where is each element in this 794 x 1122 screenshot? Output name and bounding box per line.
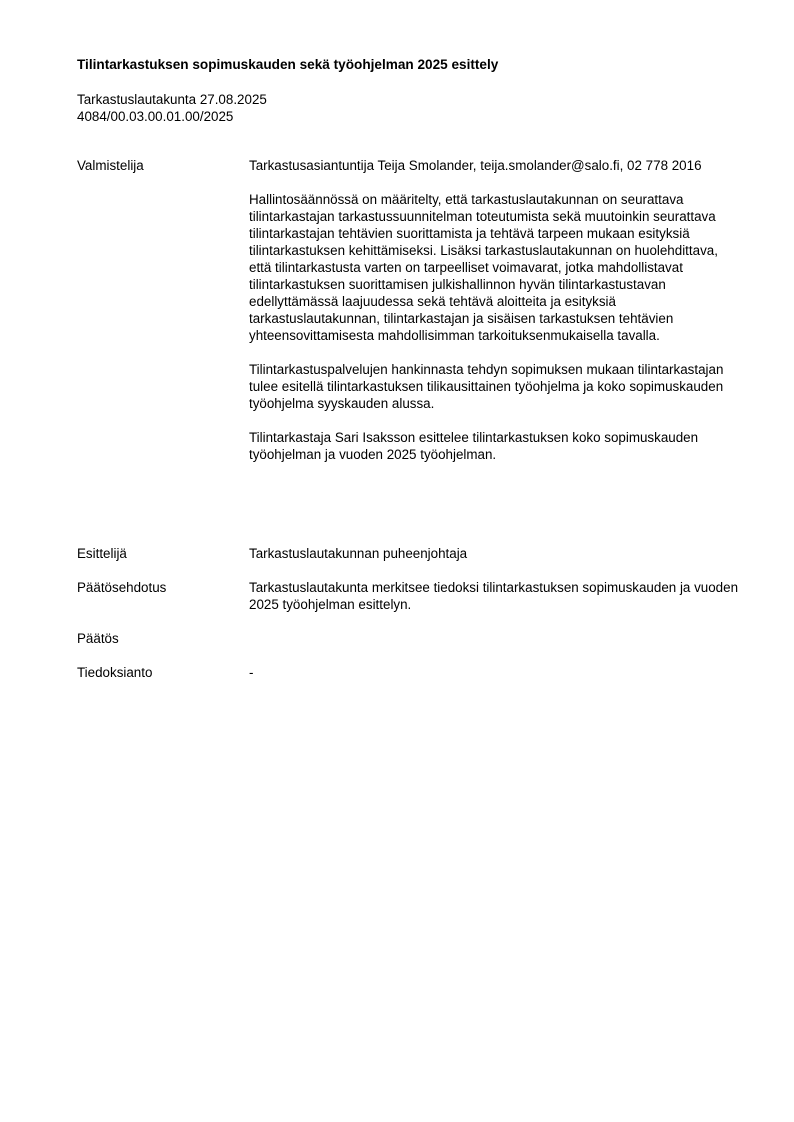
paatosehdotus-value: Tarkastuslautakunta merkitsee tiedoksi tilintarkastuksen sopimuskauden ja vuoden 2025 työohjelman esittelyn. [249, 580, 739, 612]
valmistelija-content [249, 157, 741, 463]
paatosehdotus-label: Päätösehdotus [77, 580, 167, 595]
document-title: Tilintarkastuksen sopimuskauden sekä työohjelman 2025 esittely [77, 57, 499, 72]
valmistelija-paragraph-2: Tilintarkastuspalvelujen hankinnasta tehdyn sopimuksen mukaan tilintarkastajan tulee esitellä tilintarkastuksen tilikausittainen työohjelma ja koko sopimuskauden työohjelma syyskauden alussa. [249, 362, 724, 411]
document-meta [77, 91, 267, 125]
record-id: 4084/00.03.00.01.00/2025 [77, 109, 234, 124]
esittelija-value: Tarkastuslautakunnan puheenjohtaja [249, 546, 468, 561]
esittelija-label: Esittelijä [77, 546, 127, 561]
tiedoksianto-label: Tiedoksianto [77, 665, 153, 680]
valmistelija-paragraph-1: Hallintosäännössä on määritelty, että tarkastuslautakunnan on seurattava tilintarkastajan tarkastussuunnitelman toteutumista sekä muutoinkin seurattava tilintarkastajan tehtävien suorittamista ja tehtävä tarpeen mukaan esityksiä tilintarkastuksen kehittämiseksi. Lisäksi tarkastuslautakunnan on huolehdittava, että tilintarkastusta varten on tarpeelliset voimavarat, jotka mahdollistavat tilintarkastuksen suorittamisen julkishallinnon hyvän tilintarkastustavan edellyttämässä laajuudessa sekä tehtävä aloitteita ja esityksiä tarkastuslautakunnan, tilintarkastajan ja sisäisen tarkastuksen tehtävien yhteensovittamisesta mahdollisimman tarkoituksenmukaisella tavalla. [249, 192, 718, 343]
tiedoksianto-value: - [249, 665, 254, 680]
meeting-info: Tarkastuslautakunta 27.08.2025 [77, 92, 267, 107]
paatos-label: Päätös [77, 631, 119, 646]
valmistelija-paragraph-3: Tilintarkastaja Sari Isaksson esittelee tilintarkastuksen koko sopimuskauden työohjelman ja vuoden 2025 työohjelman. [249, 430, 699, 462]
valmistelija-label: Valmistelija [77, 158, 144, 173]
preparer-info: Tarkastusasiantuntija Teija Smolander, teija.smolander@salo.fi, 02 778 2016 [249, 158, 702, 173]
